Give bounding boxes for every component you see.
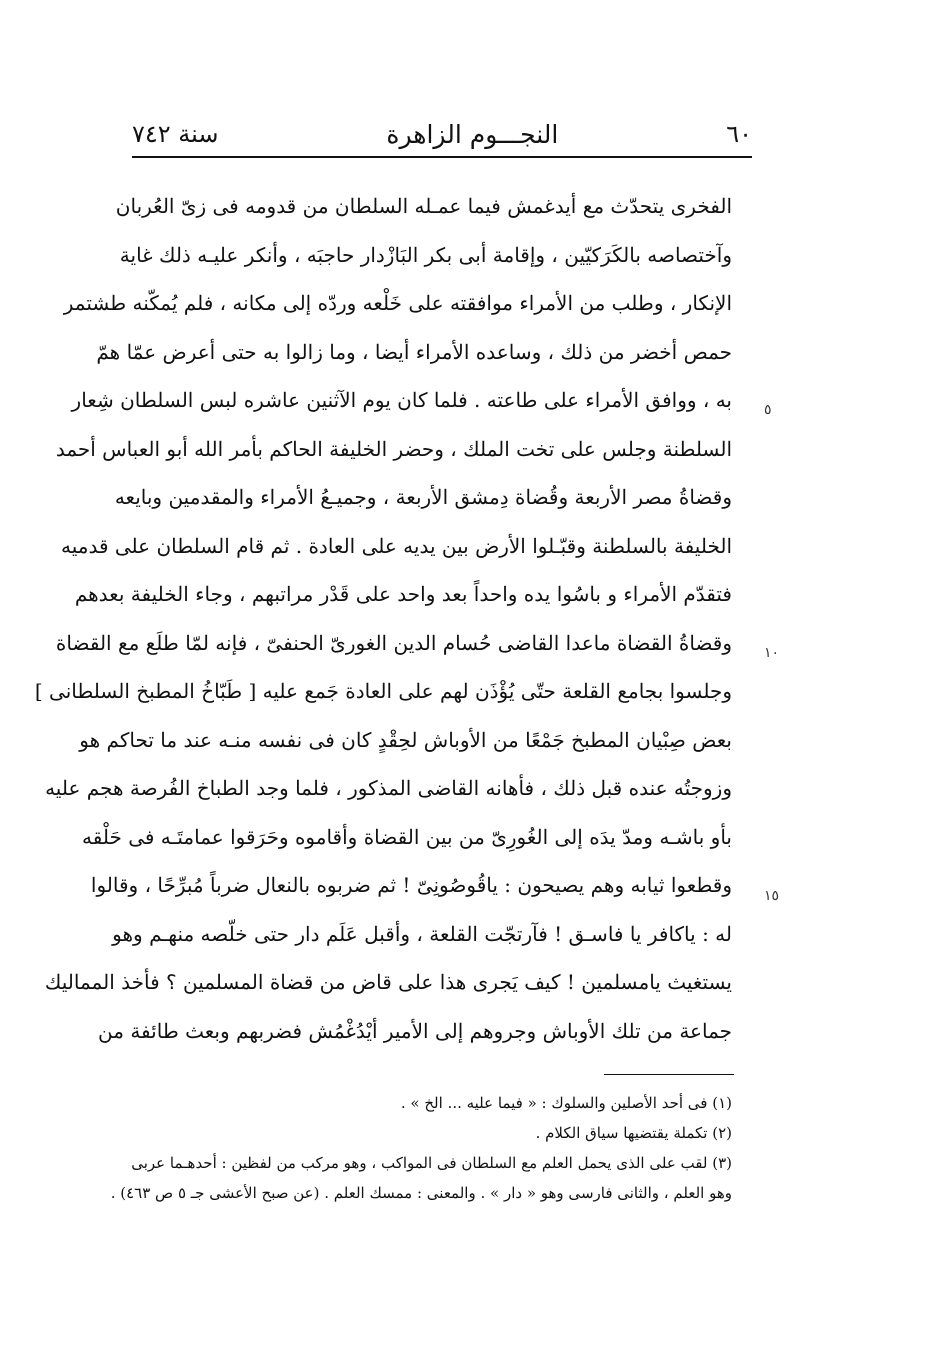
text-line: وآختصاصه بالكَرَكيّين ، وإقامة أبى بكر البَازْدار حاجبَه ، وأنكر عليـه ذلك غاية — [119, 242, 732, 267]
footnotes — [110, 1088, 732, 1208]
main-text — [34, 182, 732, 1055]
text-line: وقضاةُ مصر الأربعة وقُضاة دِمشق الأربعة ، وجميـعُ الأمراء والمقدمين وبايعه — [114, 485, 732, 509]
header-rule — [132, 156, 752, 158]
text-line: الخليفة بالسلطنة وقبّـلوا الأرض بين يديه على العادة . ثم قام السلطان على قدميه — [60, 533, 732, 558]
page-header — [132, 114, 752, 154]
text-line: وجلسوا بجامع القلعة حتّى يُؤْذَن لهم على العادة جَمع عليه [ طَبّاخُ المطبخ السلطانى ] — [34, 679, 732, 703]
text-line: بأو باشـه ومدّ يدَه إلى الغُورِىّ من بين القضاة وأقاموه وحَرَقوا عمامتَـه فى حَلْقه — [82, 824, 732, 849]
text-line: يستغيث يامسلمين ! كيف يَجرى هذا على قاض من قضاة المسلمين ؟ فأخذ المماليك — [44, 970, 732, 994]
text-line: وقطعوا ثيابه وهم يصيحون : ياقُوصُونِىّ ! ثم ضربوه بالنعال ضرباً مُبرِّحًا ، وقالوا — [90, 873, 732, 897]
footnote-rule — [604, 1074, 734, 1075]
text-line: حمص أخضر من ذلك ، وساعده الأمراء أيضا ، وما زالوا به حتى أعرض عمّا همّ — [96, 339, 732, 364]
text-line: الإنكار ، وطلب من الأمراء موافقته على خَلْعه وردّه إلى مكانه ، فلم يُمكّنه طشتمر — [63, 291, 732, 315]
margin-line-number: ١٥ — [764, 888, 780, 904]
page-number: ٦٠ — [726, 120, 752, 148]
text-line: جماعة من تلك الأوباش وجروهم إلى الأمير أيْدُغْمُش فضربهم وبعث طائفة من — [98, 1018, 732, 1043]
text-line: الفخرى يتحدّث مع أيدغمش فيما عمـله السلطان من قدومه فى زىّ العُربان — [115, 194, 732, 218]
text-line: به ، ووافق الأمراء على طاعته . فلما كان يوم الآثنين عاشره لبس السلطان شِعار — [71, 388, 732, 412]
text-line: له : ياكافر يا فاسـق ! فآرتجّت القلعة ، وأقبل عَلَم دار حتى خلّصه منهـم وهو — [112, 921, 732, 946]
footnote: (١) فى أحد الأصلين والسلوك : « فيما عليه ... الخ » . — [400, 1094, 732, 1112]
footnote: (٣) لقب على الذى يحمل العلم مع السلطان فى المواكب ، وهو مركب من لفظين : أحدهـما عربى — [131, 1154, 732, 1172]
text-line: وقضاةُ القضاة ماعدا القاضى حُسام الدين الغورىّ الحنفىّ ، فإنه لمّا طلَع مع القضاة — [55, 630, 732, 655]
text-line: السلطنة وجلس على تخت الملك ، وحضر الخليفة الحاكم بأمر الله أبو العباس أحمد — [55, 436, 732, 461]
year-label: سنة ٧٤٢ — [132, 120, 219, 148]
text-line: بعض صِبْيان المطبخ جَمْعًا من الأوباش لحِقْدٍ كان فى نفسه منـه عند ما تحاكم هو — [79, 727, 732, 752]
footnote-continuation: وهو العلم ، والثانى فارسى وهو « دار » . والمعنى : ممسك العلم . (عن صبح الأعشى جـ ٥ ص ٤٦٣) . — [110, 1184, 732, 1202]
text-line: وزوجتُه عنده قبل ذلك ، فأهانه القاضى المذكور ، فلما وجد الطباخ الفُرصة هجم عليه — [45, 776, 732, 800]
text-line: فتقدّم الأمراء و باسُوا يده واحداً بعد واحد على قَدْر مراتبهم ، وجاء الخليفة بعدهم — [74, 582, 732, 606]
margin-line-number: ١٠ — [764, 645, 780, 661]
footnote: (٢) تكملة يقتضيها سياق الكلام . — [535, 1124, 732, 1142]
running-title: النجـــوم الزاهرة — [386, 119, 559, 149]
margin-line-number: ٥ — [764, 402, 772, 418]
